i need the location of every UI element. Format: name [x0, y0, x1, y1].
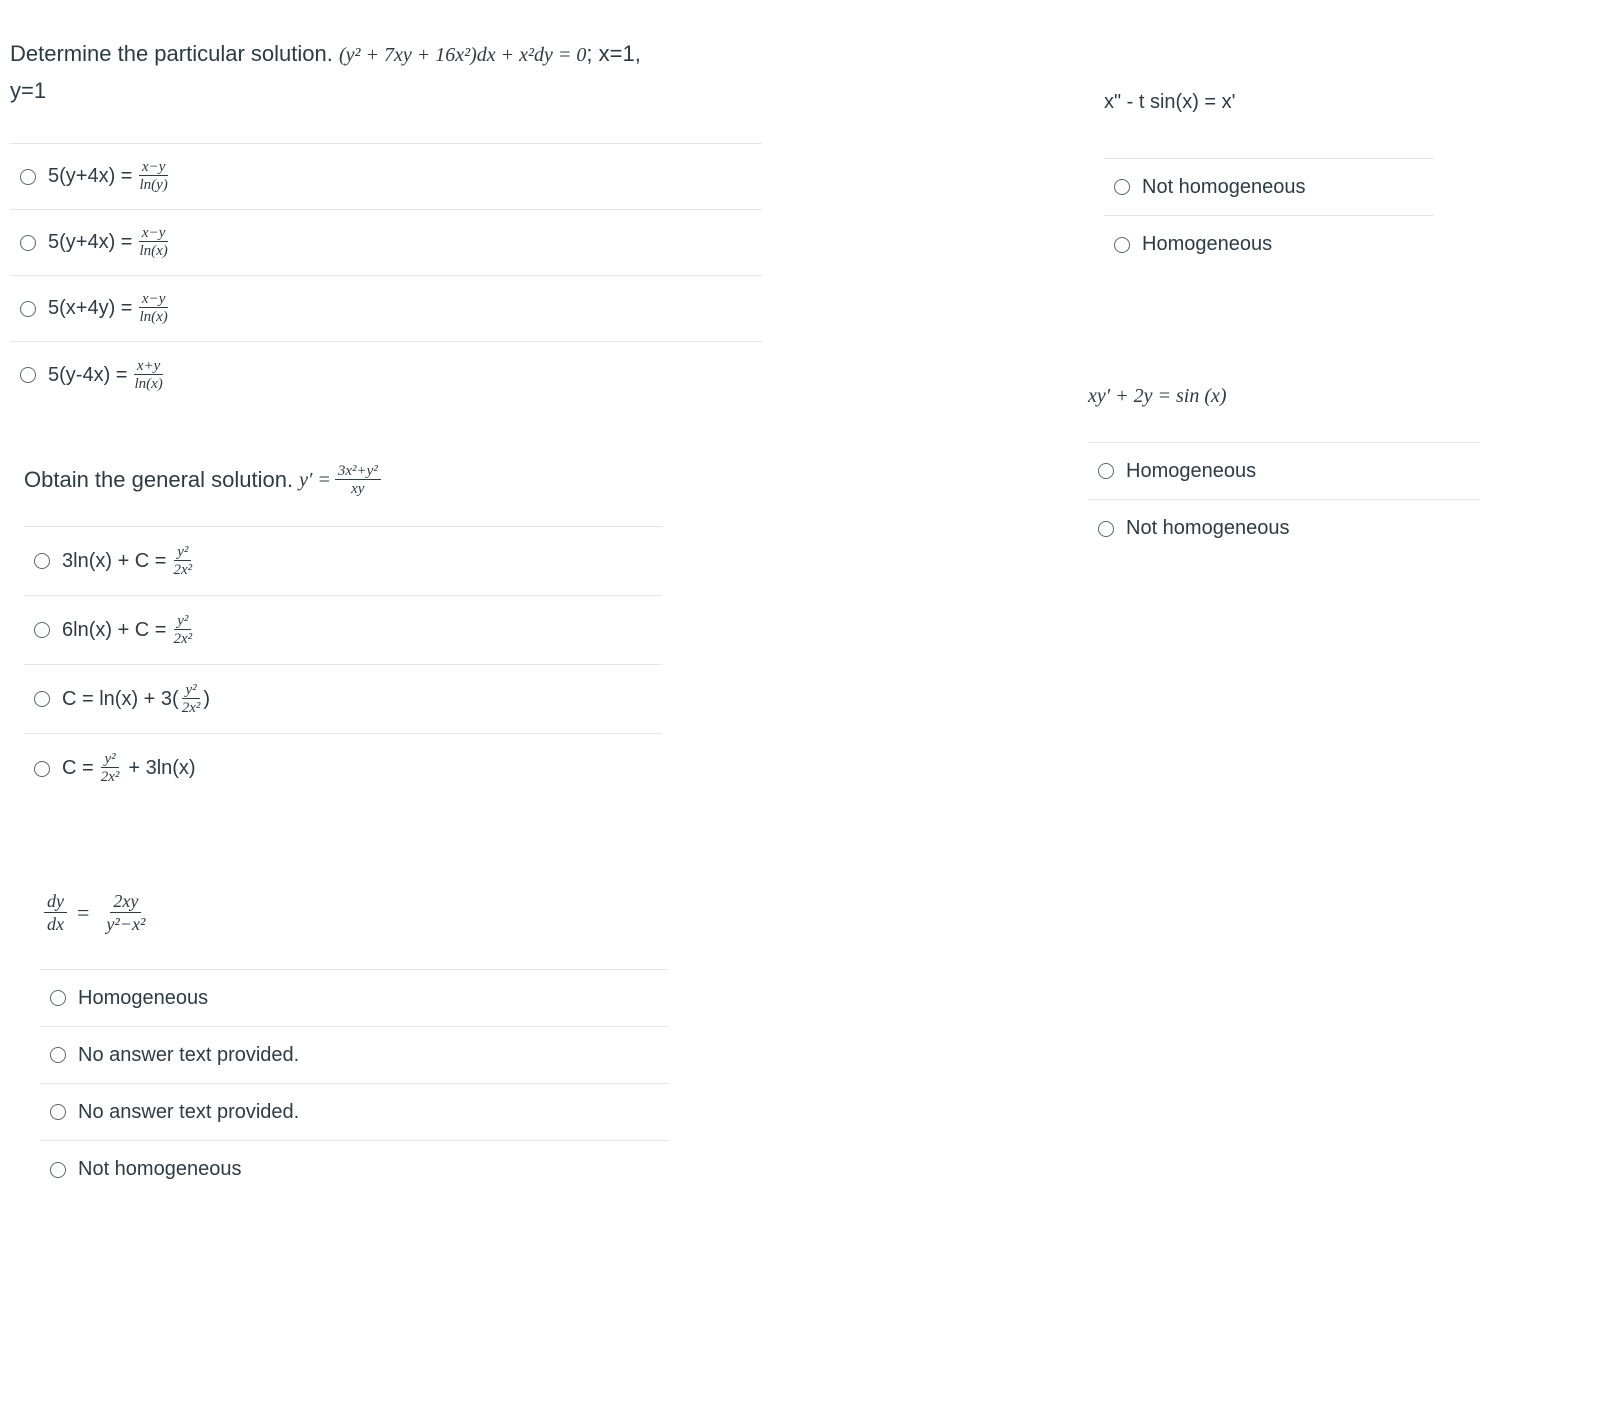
question-homogeneous-dydx: [40, 890, 668, 1198]
answer-lhs: 5(y+4x) =: [48, 165, 133, 187]
radio-button[interactable]: [20, 367, 36, 383]
radio-button[interactable]: [34, 761, 50, 777]
fraction-denominator: ln(x): [139, 243, 168, 259]
fraction-denominator: 2x²: [173, 630, 193, 647]
radio-button[interactable]: [20, 301, 36, 317]
fraction-denominator: ln(y): [139, 177, 168, 193]
answer-text: No answer text provided.: [78, 1043, 300, 1066]
radio-button[interactable]: [50, 1162, 66, 1178]
question-3-equation: [40, 890, 668, 935]
answer-lhs: 5(y-4x) =: [48, 363, 128, 386]
answer-option[interactable]: [1088, 500, 1480, 557]
answer-text: Not homogeneous: [1126, 517, 1290, 539]
answer-text: Not homogeneous: [78, 1158, 242, 1180]
answer-text: No answer text provided.: [78, 1100, 300, 1123]
fraction-numerator: x−y: [139, 291, 168, 308]
answer-option[interactable]: [10, 144, 762, 210]
answer-text-suffix: + 3ln(x): [128, 757, 196, 779]
question-1-conditions-line2: y=1: [10, 78, 47, 103]
answer-option[interactable]: [24, 734, 662, 803]
question-4-answers: [1104, 158, 1434, 273]
fraction-denominator: ln(x): [134, 375, 163, 392]
answer-option[interactable]: [10, 342, 762, 408]
fraction-denominator: 2x²: [173, 561, 193, 578]
question-5-equation: xy′ + 2y = sin (x): [1088, 385, 1227, 407]
fraction-numerator: x+y: [134, 358, 163, 375]
answer-text: 6ln(x) + C =: [62, 618, 167, 641]
question-5-answers: [1088, 442, 1480, 557]
answer-option[interactable]: [1104, 216, 1434, 273]
equals-sign: =: [77, 899, 90, 925]
radio-button[interactable]: [50, 990, 66, 1006]
fraction-numerator: x−y: [139, 225, 168, 242]
question-1-text: [10, 36, 762, 109]
question-2-lhs: y′ =: [299, 469, 331, 491]
radio-button[interactable]: [20, 169, 36, 185]
question-general-solution: [24, 462, 662, 803]
question-2-answers: [24, 526, 662, 803]
answer-text: C =: [62, 757, 94, 779]
radio-button[interactable]: [34, 553, 50, 569]
radio-button[interactable]: [34, 622, 50, 638]
radio-button[interactable]: [50, 1047, 66, 1063]
fraction-denominator: 2x²: [100, 769, 120, 785]
question-1-conditions: ; x=1,: [586, 41, 641, 66]
fraction-denominator: dx: [47, 914, 64, 934]
radio-button[interactable]: [1114, 179, 1130, 195]
question-2-text: [24, 462, 662, 498]
fraction-denominator: ln(x): [139, 309, 168, 325]
fraction-numerator: y²: [174, 544, 191, 561]
fraction-denominator: y²−x²: [106, 914, 146, 934]
question-3-answers: [40, 969, 668, 1198]
answer-option[interactable]: [1088, 443, 1480, 500]
fraction-numerator: 2xy: [110, 890, 141, 913]
answer-lhs: 5(y+4x) =: [48, 231, 133, 253]
answer-option[interactable]: [40, 1027, 668, 1084]
answer-option[interactable]: [40, 1084, 668, 1141]
answer-option[interactable]: [40, 970, 668, 1027]
fraction-denominator: 2x²: [181, 699, 201, 716]
answer-text: Homogeneous: [1126, 459, 1257, 482]
answer-lhs: 5(x+4y) =: [48, 297, 133, 319]
question-4-equation: x" - t sin(x) = x': [1104, 91, 1236, 113]
question-2-prompt: Obtain the general solution.: [24, 467, 294, 492]
radio-button[interactable]: [20, 235, 36, 251]
answer-text-suffix: ): [203, 687, 211, 710]
fraction-numerator: y²: [174, 613, 191, 630]
answer-text: Homogeneous: [1142, 233, 1273, 255]
fraction-numerator: y²: [182, 682, 199, 699]
answer-option[interactable]: [24, 527, 662, 596]
answer-option[interactable]: [1104, 159, 1434, 216]
radio-button[interactable]: [34, 691, 50, 707]
answer-option[interactable]: [24, 596, 662, 665]
answer-option[interactable]: [10, 276, 762, 342]
answer-text: Homogeneous: [78, 986, 209, 1009]
question-homogeneous-x: [1104, 84, 1434, 273]
question-1-equation: (y² + 7xy + 16x²)dx + x²dy = 0: [338, 44, 587, 66]
radio-button[interactable]: [50, 1104, 66, 1120]
answer-text: C = ln(x) + 3(: [62, 687, 179, 710]
answer-option[interactable]: [24, 665, 662, 734]
fraction-numerator: y²: [101, 751, 118, 768]
radio-button[interactable]: [1098, 463, 1114, 479]
fraction-numerator: dy: [44, 890, 67, 913]
question-1-answers: [10, 143, 762, 408]
answer-text: 3ln(x) + C =: [62, 549, 167, 572]
question-homogeneous-xy: [1088, 378, 1480, 557]
answer-option[interactable]: [10, 210, 762, 276]
fraction-denominator: xy: [351, 480, 365, 497]
question-particular-solution: [10, 36, 762, 408]
fraction-numerator: 3x²+y²: [335, 463, 381, 480]
radio-button[interactable]: [1114, 237, 1130, 253]
fraction-numerator: x−y: [139, 159, 168, 176]
answer-text: Not homogeneous: [1142, 175, 1306, 198]
radio-button[interactable]: [1098, 521, 1114, 537]
answer-option[interactable]: [40, 1141, 668, 1198]
question-1-prompt: Determine the particular solution.: [10, 41, 333, 66]
